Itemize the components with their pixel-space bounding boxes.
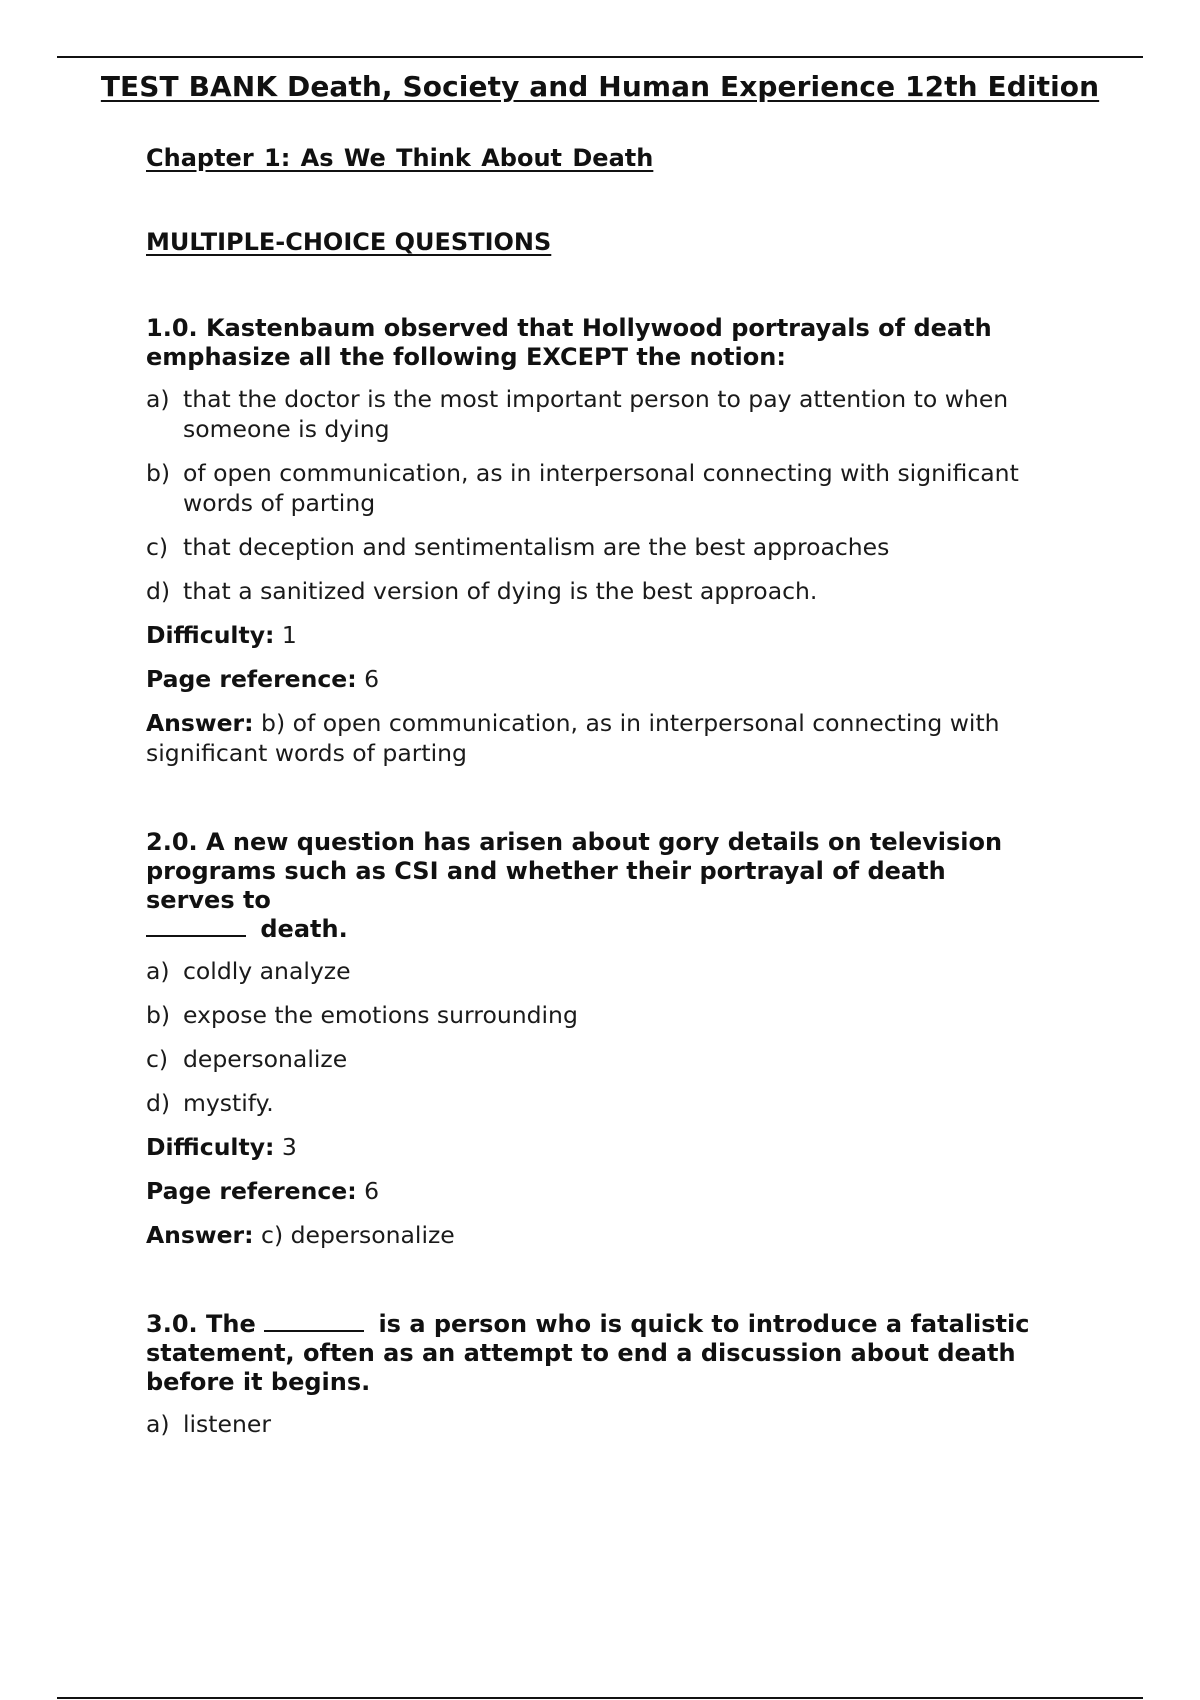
question-stem-part2: is a person who is quick to introduce a fatalistic statement, often as an attempt to end a discussion about death before it begins. (146, 1310, 1030, 1396)
options-list (146, 384, 1076, 606)
question-2 (146, 828, 1076, 1250)
difficulty-line (146, 1132, 1076, 1162)
option-text: coldly analyze (183, 957, 351, 985)
fill-in-blank (146, 915, 246, 937)
difficulty-value: 1 (281, 621, 297, 649)
option-c (146, 1044, 1076, 1074)
option-text: expose the emotions surrounding (183, 1001, 578, 1029)
page-reference-value: 6 (364, 1177, 380, 1205)
question-stem (146, 828, 1076, 944)
options-list (146, 1409, 1076, 1439)
option-letter: a) (146, 957, 170, 985)
question-3 (146, 1310, 1076, 1439)
option-text: that the doctor is the most important person to pay attention to when someone is dying (183, 385, 1009, 443)
option-text: that deception and sentimentalism are the best approaches (183, 533, 890, 561)
question-stem-part1: 2.0. A new question has arisen about gory details on television programs such as CSI and whether their portrayal of death serves to (146, 828, 1003, 914)
document-title: TEST BANK Death, Society and Human Experience 12th Edition (100, 70, 1100, 103)
question-stem-part1: 3.0. The (146, 1310, 256, 1338)
option-letter: a) (146, 385, 170, 413)
page-reference-label: Page reference: (146, 1177, 357, 1205)
question-stem-part2: death. (260, 915, 348, 943)
page-reference-label: Page reference: (146, 665, 357, 693)
option-a (146, 384, 1076, 444)
answer-value: b) of open communication, as in interpersonal connecting with significant words of parting (146, 709, 1000, 767)
question-stem (146, 1310, 1076, 1397)
option-b (146, 458, 1076, 518)
bottom-rule (57, 1697, 1143, 1699)
option-b (146, 1000, 1076, 1030)
option-text: that a sanitized version of dying is the best approach. (183, 577, 818, 605)
fill-in-blank (264, 1310, 364, 1332)
option-a (146, 1409, 1076, 1439)
option-a (146, 956, 1076, 986)
option-letter: d) (146, 577, 171, 605)
option-d (146, 576, 1076, 606)
option-letter: d) (146, 1089, 171, 1117)
option-letter: c) (146, 1045, 169, 1073)
option-letter: a) (146, 1410, 170, 1438)
page-reference-line (146, 1176, 1076, 1206)
page-reference-line (146, 664, 1076, 694)
question-1 (146, 314, 1076, 768)
question-stem: 1.0. Kastenbaum observed that Hollywood portrayals of death emphasize all the following EXCEPT the notion: (146, 314, 992, 371)
options-list (146, 956, 1076, 1118)
top-rule (57, 56, 1143, 58)
option-text: mystify. (183, 1089, 274, 1117)
option-letter: b) (146, 1001, 171, 1029)
difficulty-value: 3 (281, 1133, 297, 1161)
difficulty-label: Difficulty: (146, 621, 275, 649)
answer-label: Answer: (146, 709, 254, 737)
page-reference-value: 6 (364, 665, 380, 693)
option-letter: c) (146, 533, 169, 561)
answer-line (146, 708, 1076, 768)
difficulty-label: Difficulty: (146, 1133, 275, 1161)
section-heading: MULTIPLE-CHOICE QUESTIONS (146, 228, 552, 256)
option-d (146, 1088, 1076, 1118)
answer-line (146, 1220, 1076, 1250)
chapter-heading: Chapter 1: As We Think About Death (146, 144, 654, 172)
option-text: of open communication, as in interpersonal connecting with significant words of parting (183, 459, 1019, 517)
difficulty-line (146, 620, 1076, 650)
document-body (146, 144, 1076, 1453)
question-stem-line2 (146, 915, 1036, 944)
answer-label: Answer: (146, 1221, 254, 1249)
option-text: depersonalize (183, 1045, 348, 1073)
option-c (146, 532, 1076, 562)
option-letter: b) (146, 459, 171, 487)
answer-value: c) depersonalize (261, 1221, 455, 1249)
option-text: listener (183, 1410, 271, 1438)
